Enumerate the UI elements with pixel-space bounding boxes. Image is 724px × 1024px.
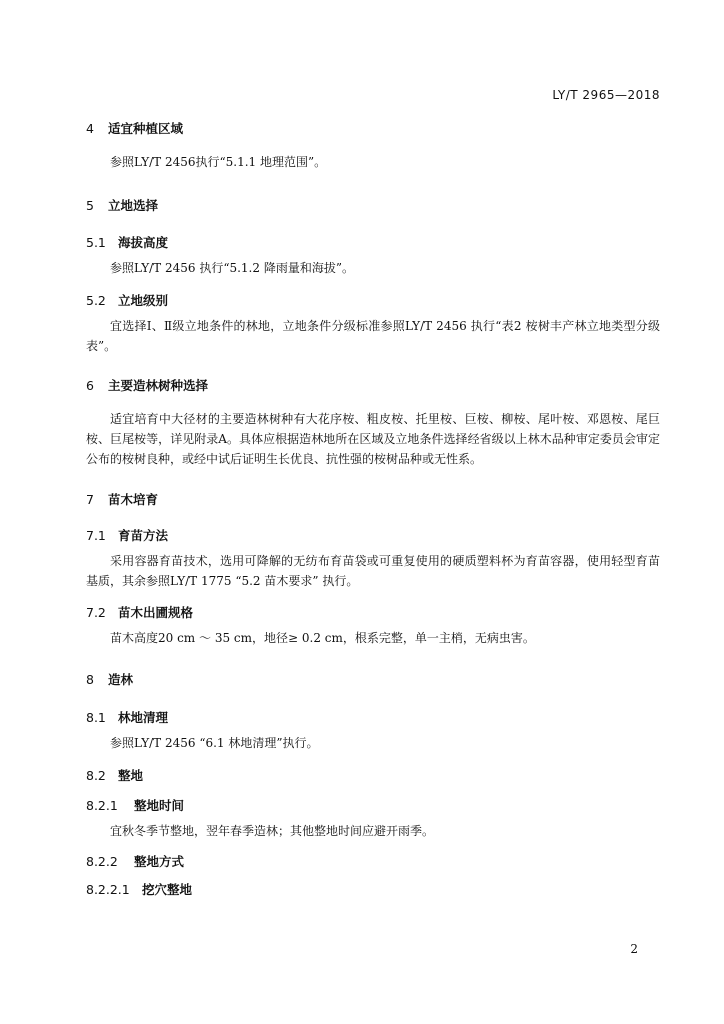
section-8-2-1-text: 宜秋冬季节整地，翌年春季造林；其他整地时间应避开雨季。 [110, 824, 435, 838]
page-number: 2 [630, 942, 638, 956]
section-title: 立地选择 [108, 198, 159, 213]
section-title: 立地级别 [118, 293, 169, 308]
section-6-text: 适宜培育中大径材的主要造林树种有大花序桉、粗皮桉、托里桉、巨桉、柳桉、尾叶桉、邓恩桉、尾巨桉、巨尾桉等，详见附录A。具体应根据造林地所在区域及立地条件选择经省级以上林木品种审定委员会审定公布的桉树良种，或经中试后证明生长优良、抗性强的桉树品种或无性系。 [86, 412, 660, 466]
section-number: 7 [86, 492, 94, 507]
section-number: 7.2 [86, 605, 106, 620]
section-number: 5 [86, 198, 94, 213]
section-number: 8.2 [86, 768, 106, 783]
section-8-2-heading [86, 766, 660, 784]
section-5-2-heading [86, 291, 660, 309]
section-number: 8.1 [86, 710, 106, 725]
section-title: 挖穴整地 [142, 882, 193, 897]
section-7-2-heading [86, 603, 660, 621]
section-title: 造林 [108, 672, 134, 687]
section-number: 8 [86, 672, 94, 687]
section-8-2-2-1-heading [86, 880, 660, 898]
section-title: 适宜种植区域 [108, 121, 184, 136]
section-title: 主要造林树种选择 [108, 378, 209, 393]
section-number: 6 [86, 378, 94, 393]
section-number: 5.1 [86, 235, 106, 250]
section-title: 整地方式 [134, 854, 185, 869]
section-title: 整地时间 [134, 798, 185, 813]
section-4-heading [86, 119, 660, 137]
section-8-1-text: 参照LY/T 2456 “6.1 林地清理”执行。 [110, 736, 319, 750]
section-8-1-heading [86, 708, 660, 726]
section-number: 4 [86, 121, 94, 136]
section-number: 5.2 [86, 293, 106, 308]
section-7-heading [86, 490, 660, 508]
section-8-2-2-heading [86, 852, 660, 870]
section-8-heading [86, 670, 660, 688]
section-number: 7.1 [86, 528, 106, 543]
section-number: 8.2.2.1 [86, 882, 130, 897]
section-7-2-text: 苗木高度20 cm ～ 35 cm，地径≥ 0.2 cm，根系完整，单一主梢，无病虫害。 [110, 631, 535, 645]
section-title: 海拔高度 [118, 235, 169, 250]
section-title: 育苗方法 [118, 528, 169, 543]
section-5-heading [86, 196, 660, 214]
section-title: 苗木培育 [108, 492, 159, 507]
section-4-text: 参照LY/T 2456执行“5.1.1 地理范围”。 [110, 155, 327, 169]
section-number: 8.2.2 [86, 854, 118, 869]
section-5-2-text: 宜选择Ⅰ、Ⅱ级立地条件的林地，立地条件分级标准参照LY/T 2456 执行“表2 桉树丰产林立地类型分级表”。 [86, 319, 660, 353]
standard-code: LY/T 2965—2018 [552, 88, 660, 102]
section-number: 8.2.1 [86, 798, 118, 813]
section-6-heading [86, 376, 660, 394]
section-title: 苗木出圃规格 [118, 605, 194, 620]
section-5-1-text: 参照LY/T 2456 执行“5.1.2 降雨量和海拔”。 [110, 261, 354, 275]
section-7-1-text: 采用容器育苗技术，选用可降解的无纺布育苗袋或可重复使用的硬质塑料杯为育苗容器，使用轻型育苗基质，其余参照LY/T 1775 “5.2 苗木要求” 执行。 [86, 554, 660, 588]
section-title: 林地清理 [118, 710, 169, 725]
section-8-2-1-heading [86, 796, 660, 814]
section-title: 整地 [118, 768, 144, 783]
section-7-1-heading [86, 526, 660, 544]
section-5-1-heading [86, 233, 660, 251]
